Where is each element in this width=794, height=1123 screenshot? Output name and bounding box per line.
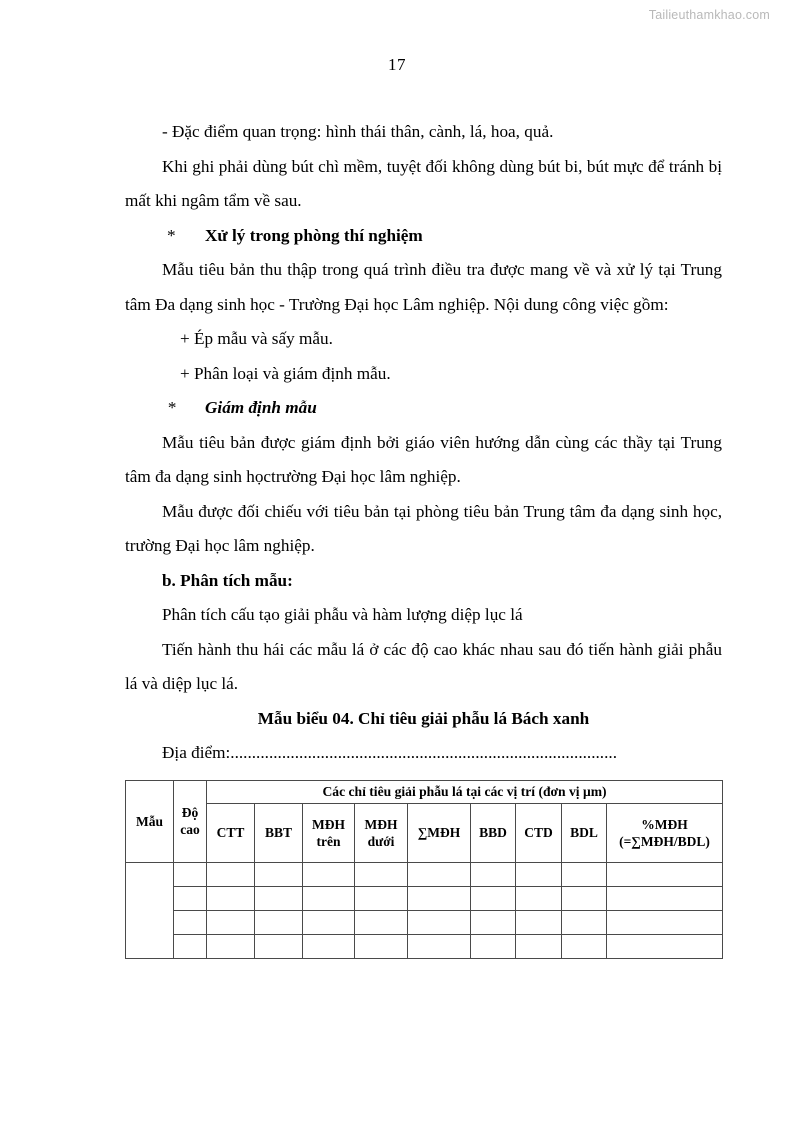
page-number: 17 <box>388 55 406 74</box>
header-mdh-duoi-line2: dưới <box>367 833 395 849</box>
cell-sum-mdh[interactable] <box>408 862 471 886</box>
cell-ctt[interactable] <box>207 910 255 934</box>
bullet-label-xuly: Xử lý trong phòng thí nghiệm <box>205 225 423 245</box>
paragraph-9: Tiến hành thu hái các mẫu lá ở các độ cao khác nhau sau đó tiến hành giải phẫu lá và diệp lục lá. <box>125 639 722 693</box>
cell-bbt[interactable] <box>255 934 303 958</box>
cell-mdh-tren[interactable] <box>303 886 355 910</box>
header-pct-mdh-line1: %MĐH <box>641 816 688 832</box>
table-row[interactable] <box>126 886 723 910</box>
cell-bbd[interactable] <box>471 910 516 934</box>
cell-bdl[interactable] <box>562 934 607 958</box>
cell-ctd[interactable] <box>516 862 562 886</box>
cell-mdh-tren[interactable] <box>303 910 355 934</box>
bullet-item-xuly <box>125 219 722 254</box>
header-mdh-tren-line1: MĐH <box>312 816 345 832</box>
dia-diem-dots: .......................................................................................... <box>230 743 617 762</box>
cell-ctt[interactable] <box>207 862 255 886</box>
bullet-label-giamdinh: Giám định mẫu <box>205 398 317 417</box>
header-mdh-duoi-line1: MĐH <box>364 816 398 832</box>
table-row[interactable] <box>126 862 723 886</box>
paragraph-7: Mẫu được đối chiếu với tiêu bản tại phòng tiêu bản Trung tâm đa dạng sinh học, trường Đại học lâm nghiệp. <box>125 501 722 555</box>
chi-tieu-giai-phau-table <box>125 780 723 959</box>
dia-diem-label: Địa điểm: <box>162 743 231 762</box>
cell-bdl[interactable] <box>562 910 607 934</box>
cell-bdl[interactable] <box>562 862 607 886</box>
table-header-row-2 <box>126 803 723 862</box>
header-mdh-duoi <box>355 803 408 862</box>
cell-ctd[interactable] <box>516 910 562 934</box>
cell-do-cao[interactable] <box>174 910 207 934</box>
paragraph-5: + Phân loại và giám định mẫu. <box>180 363 391 383</box>
cell-mdh-duoi[interactable] <box>355 862 408 886</box>
cell-bbd[interactable] <box>471 886 516 910</box>
cell-pct-mdh[interactable] <box>607 862 723 886</box>
paragraph-2: Khi ghi phải dùng bút chì mềm, tuyệt đối không dùng bút bi, bút mực để tránh bị mất khi ngâm tẩm về sau. <box>125 156 722 210</box>
header-pct-mdh <box>607 803 723 862</box>
cell-bbt[interactable] <box>255 910 303 934</box>
cell-bbd[interactable] <box>471 862 516 886</box>
header-mdh-tren-line2: trên <box>316 833 341 849</box>
asterisk-bullet-icon-2: * <box>167 398 176 417</box>
header-sum-mdh <box>408 803 471 862</box>
cell-bbt[interactable] <box>255 862 303 886</box>
cell-ctd[interactable] <box>516 934 562 958</box>
asterisk-bullet-icon: * <box>167 225 176 245</box>
header-ctd-line1: CTD <box>524 825 553 840</box>
heading-phan-tich-mau: b. Phân tích mẫu: <box>162 570 293 590</box>
header-group-chi-tieu: Các chỉ tiêu giải phẫu lá tại các vị trí (đơn vị μm) <box>207 780 723 803</box>
header-ctt <box>207 803 255 862</box>
cell-bbd[interactable] <box>471 934 516 958</box>
table-caption: Mẫu biểu 04. Chỉ tiêu giải phẫu lá Bách xanh <box>257 708 590 728</box>
header-mdh-tren <box>303 803 355 862</box>
table-header-row-1 <box>126 780 723 803</box>
paragraph-1: - Đặc điểm quan trọng: hình thái thân, cành, lá, hoa, quả. <box>162 122 554 141</box>
cell-ctt[interactable] <box>207 886 255 910</box>
cell-mdh-tren[interactable] <box>303 934 355 958</box>
header-bbd <box>471 803 516 862</box>
cell-mdh-duoi[interactable] <box>355 910 408 934</box>
bullet-item-giamdinh <box>125 391 722 426</box>
cell-do-cao[interactable] <box>174 886 207 910</box>
header-ctt-line1: CTT <box>216 825 245 840</box>
header-sum-mdh-line1: ∑MĐH <box>417 825 461 840</box>
cell-mau-merged[interactable] <box>126 862 174 958</box>
header-do-cao-line1: Độ <box>181 805 199 820</box>
header-bdl-line1: BDL <box>570 825 598 840</box>
dia-diem-field <box>125 736 722 771</box>
paragraph-8: Phân tích cấu tạo giải phẫu và hàm lượng diệp lục lá <box>162 605 523 624</box>
cell-do-cao[interactable] <box>174 934 207 958</box>
cell-mdh-duoi[interactable] <box>355 886 408 910</box>
header-do-cao <box>174 780 207 862</box>
cell-ctd[interactable] <box>516 886 562 910</box>
cell-sum-mdh[interactable] <box>408 910 471 934</box>
header-ctd <box>516 803 562 862</box>
cell-mdh-tren[interactable] <box>303 862 355 886</box>
cell-pct-mdh[interactable] <box>607 886 723 910</box>
header-bbt-line1: BBT <box>264 825 292 840</box>
cell-pct-mdh[interactable] <box>607 910 723 934</box>
header-do-cao-line2: cao <box>180 822 200 837</box>
cell-ctt[interactable] <box>207 934 255 958</box>
header-bbd-line1: BBD <box>479 825 507 840</box>
watermark-text: Tailieuthamkhao.com <box>648 8 770 22</box>
header-mau: Mẫu <box>126 780 174 862</box>
header-bdl <box>562 803 607 862</box>
cell-bdl[interactable] <box>562 886 607 910</box>
header-pct-mdh-line2: (=∑MĐH/BDL) <box>619 833 710 849</box>
table-row[interactable] <box>126 910 723 934</box>
paragraph-6: Mẫu tiêu bản được giám định bởi giáo viên hướng dẫn cùng các thầy tại Trung tâm đa dạng sinh họctrường Đại học lâm nghiệp. <box>125 432 722 486</box>
table-row[interactable] <box>126 934 723 958</box>
document-content <box>125 115 722 959</box>
header-bbt <box>255 803 303 862</box>
cell-pct-mdh[interactable] <box>607 934 723 958</box>
cell-mdh-duoi[interactable] <box>355 934 408 958</box>
cell-do-cao[interactable] <box>174 862 207 886</box>
cell-bbt[interactable] <box>255 886 303 910</box>
cell-sum-mdh[interactable] <box>408 886 471 910</box>
paragraph-4: + Ép mẫu và sấy mẫu. <box>180 329 333 348</box>
table-body <box>126 862 723 958</box>
paragraph-3: Mẫu tiêu bản thu thập trong quá trình điều tra được mang về và xử lý tại Trung tâm Đa dạng sinh học - Trường Đại học Lâm nghiệp. Nội dung công việc gồm: <box>125 260 722 314</box>
cell-sum-mdh[interactable] <box>408 934 471 958</box>
